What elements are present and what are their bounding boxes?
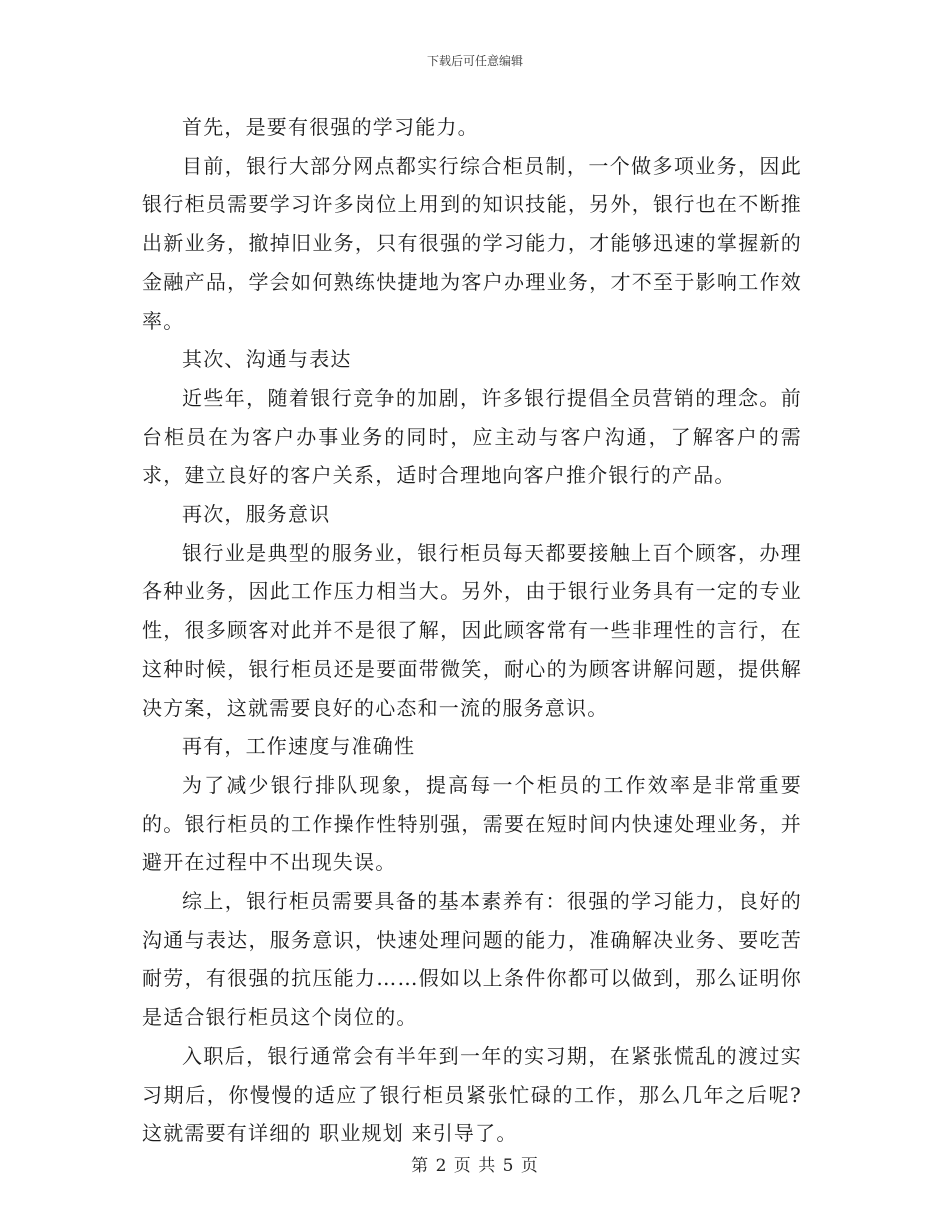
paragraph-speed-accuracy-heading: 再有，工作速度与准确性 — [182, 734, 416, 759]
paragraph-service: 银行业是典型的服务业，银行柜员每天都要接触上百个顾客，办理各种业务，因此工作压力相当大。另外，由于银行业务具有一定的专业性，很多顾客对此并不是很了解，因此顾客常有一些非理性的言行，在这种时候，银行柜员还是要面带微笑，耐心的为顾客讲解问题，提供解决方案，这就需要良好的心态和一流的服务意识。 — [142, 540, 802, 720]
paragraph-speed-accuracy: 为了减少银行排队现象，提高每一个柜员的工作效率是非常重要的。银行柜员的工作操作性特别强，需要在短时间内快速处理业务，并避开在过程中不出现失误。 — [142, 772, 802, 875]
paragraph-learning-ability-heading: 首先，是要有很强的学习能力。 — [182, 115, 479, 139]
paragraph-learning-ability: 目前，银行大部分网点都实行综合柜员制，一个做多项业务，因此银行柜员需要学习许多岗位上用到的知识技能，另外，银行也在不断推出新业务，撤掉旧业务，只有很强的学习能力，才能够迅速的掌握新的金融产品，学会如何熟练快捷地为客户办理业务，才不至于影响工作效率。 — [142, 153, 802, 333]
paragraph-career-planning: 入职后，银行通常会有半年到一年的实习期，在紧张慌乱的渡过实习期后，你慢慢的适应了银行柜员紧张忙碌的工作，那么几年之后呢?这就需要有详细的 职业规划 来引导了。 — [142, 1043, 802, 1146]
paragraph-communication-heading: 其次、沟通与表达 — [182, 347, 352, 372]
page-number: 第 2 页 共 5 页 — [411, 1156, 539, 1176]
paragraph-communication: 近些年，随着银行竞争的加剧，许多银行提倡全员营销的理念。前台柜员在为客户办事业务的同时，应主动与客户沟通，了解客户的需求，建立良好的客户关系，适时合理地向客户推介银行的产品。 — [142, 385, 802, 488]
paragraph-summary: 综上，银行柜员需要具备的基本素养有：很强的学习能力，良好的沟通与表达，服务意识，快速处理问题的能力，准确解决业务、要吃苦耐劳，有很强的抗压能力……假如以上条件你都可以做到，那么证明你是适合银行柜员这个岗位的。 — [142, 889, 802, 1030]
paragraph-service-heading: 再次，服务意识 — [182, 502, 331, 527]
page-header: 下载后可任意编辑 — [426, 54, 523, 68]
document-body — [142, 108, 802, 1153]
